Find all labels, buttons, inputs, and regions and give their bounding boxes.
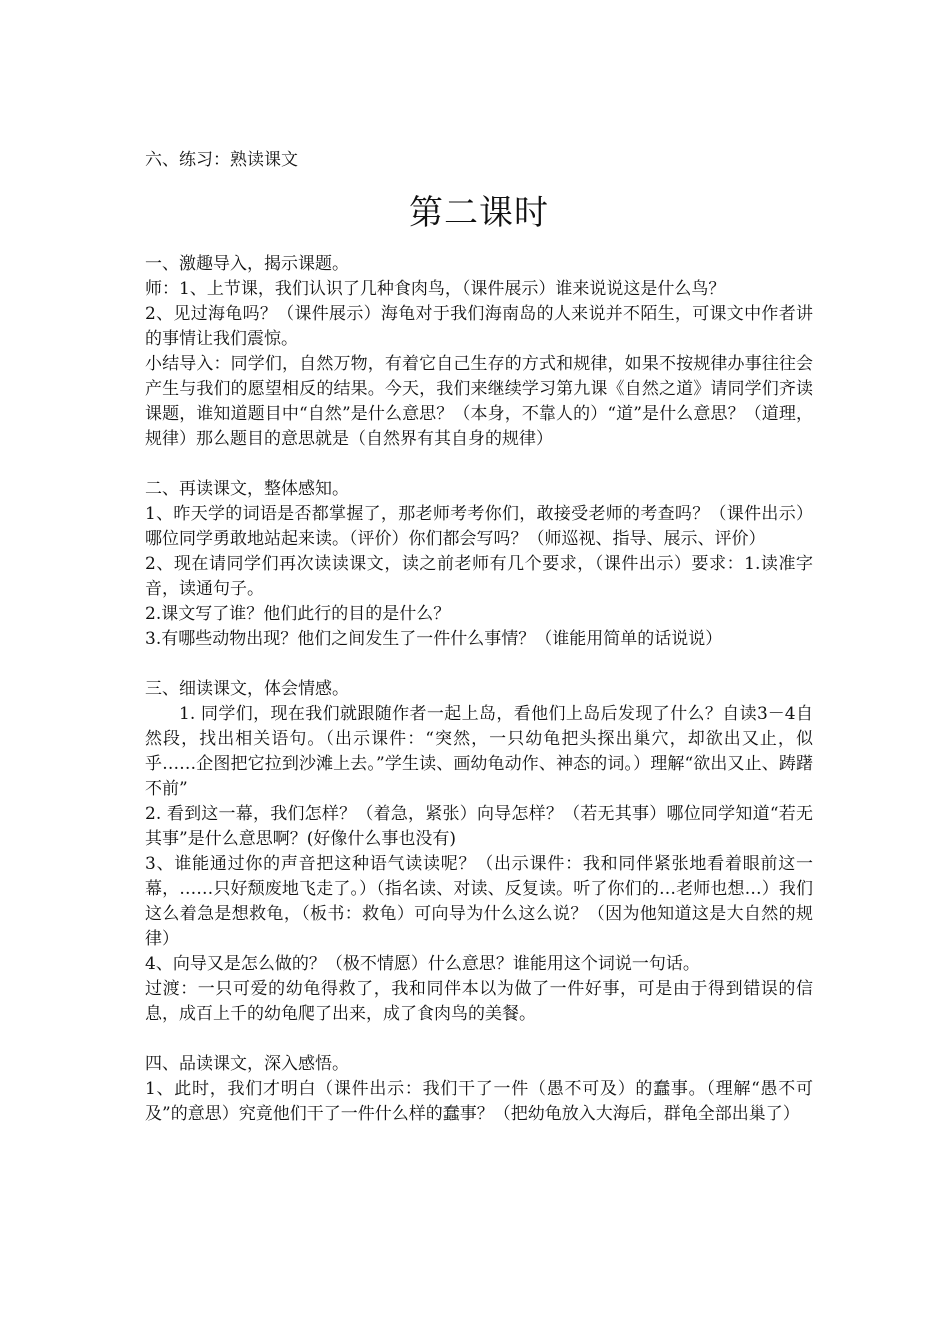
top-line: 六、练习：熟读课文 bbox=[145, 150, 298, 170]
paragraph: 4、向导又是怎么做的？（极不情愿）什么意思？谁能用这个词说一句话。 bbox=[145, 954, 700, 974]
section-heading: 一、激趣导入，揭示课题。 bbox=[145, 254, 349, 274]
paragraph: 3.有哪些动物出现？他们之间发生了一件什么事情？（谁能用简单的话说说） bbox=[145, 629, 723, 649]
paragraph: 2、现在请同学们再次读读课文，读之前老师有几个要求，（课件出示）要求：1.读准字音，读通句子。 bbox=[145, 554, 813, 599]
paragraph: 小结导入：同学们，自然万物，有着它自己生存的方式和规律，如果不按规律办事往往会产生与我们的愿望相反的结果。今天，我们来继续学习第九课《自然之道》请同学们齐读课题，谁知道题目中“自然”是什么意思？（本身，不靠人的）“道”是什么意思？（道理，规律）那么题目的意思就是（自然界有其自身的规律） bbox=[145, 354, 813, 449]
paragraph: 3、谁能通过你的声音把这种语气读读呢？（出示课件：我和同伴紧张地看着眼前这一幕，……只好颓废地飞走了。）（指名读、对读、反复读。听了你们的…老师也想…）我们这么着急是想救龟，（板书：救龟）可向导为什么这么说？（因为他知道这是大自然的规律） bbox=[145, 854, 813, 949]
section-intro bbox=[145, 252, 813, 452]
paragraph: 1. 同学们，现在我们就跟随作者一起上岛，看他们上岛后发现了什么？自读3－4自然段，找出相关语句。（出示课件：“突然，一只幼龟把头探出巢穴，却欲出又止，似乎……企图把它拉到沙滩上去。”学生读、画幼龟动作、神态的词。）理解“欲出又止、踌躇不前” bbox=[145, 704, 813, 799]
section-deep-reading bbox=[145, 1052, 813, 1127]
document-body bbox=[145, 148, 813, 1127]
paragraph: 2、见过海龟吗？（课件展示）海龟对于我们海南岛的人来说并不陌生，可课文中作者讲的事情让我们震惊。 bbox=[145, 304, 813, 349]
paragraph: 1、昨天学的词语是否都掌握了，那老师考考你们，敢接受老师的考查吗？（课件出示）哪位同学勇敢地站起来读。（评价）你们都会写吗？（师巡视、指导、展示、评价） bbox=[145, 504, 813, 549]
lesson-title: 第二课时 bbox=[409, 193, 549, 233]
paragraph: 过渡：一只可爱的幼龟得救了，我和同伴本以为做了一件好事，可是由于得到错误的信息，成百上千的幼龟爬了出来，成了食肉鸟的美餐。 bbox=[145, 979, 813, 1024]
blank-line bbox=[145, 652, 813, 677]
paragraph: 2.课文写了谁？他们此行的目的是什么？ bbox=[145, 604, 451, 624]
section-heading: 三、细读课文，体会情感。 bbox=[145, 679, 349, 699]
section-close-reading bbox=[145, 677, 813, 1027]
blank-line bbox=[145, 452, 813, 477]
blank-line bbox=[145, 1027, 813, 1052]
paragraph: 2. 看到这一幕，我们怎样？（着急，紧张）向导怎样？（若无其事）哪位同学知道“若无其事”是什么意思啊？(好像什么事也没有) bbox=[145, 804, 813, 849]
paragraph: 1、此时，我们才明白（课件出示：我们干了一件（愚不可及）的蠢事。（理解“愚不可及”的意思）究竟他们干了一件什么样的蠢事？（把幼龟放入大海后，群龟全部出巢了） bbox=[145, 1079, 813, 1124]
section-heading: 二、再读课文，整体感知。 bbox=[145, 479, 349, 499]
section-reread bbox=[145, 477, 813, 652]
section-heading: 四、品读课文，深入感悟。 bbox=[145, 1054, 349, 1074]
paragraph: 师：1、上节课，我们认识了几种食肉鸟，（课件展示）谁来说说这是什么鸟？ bbox=[145, 279, 726, 299]
